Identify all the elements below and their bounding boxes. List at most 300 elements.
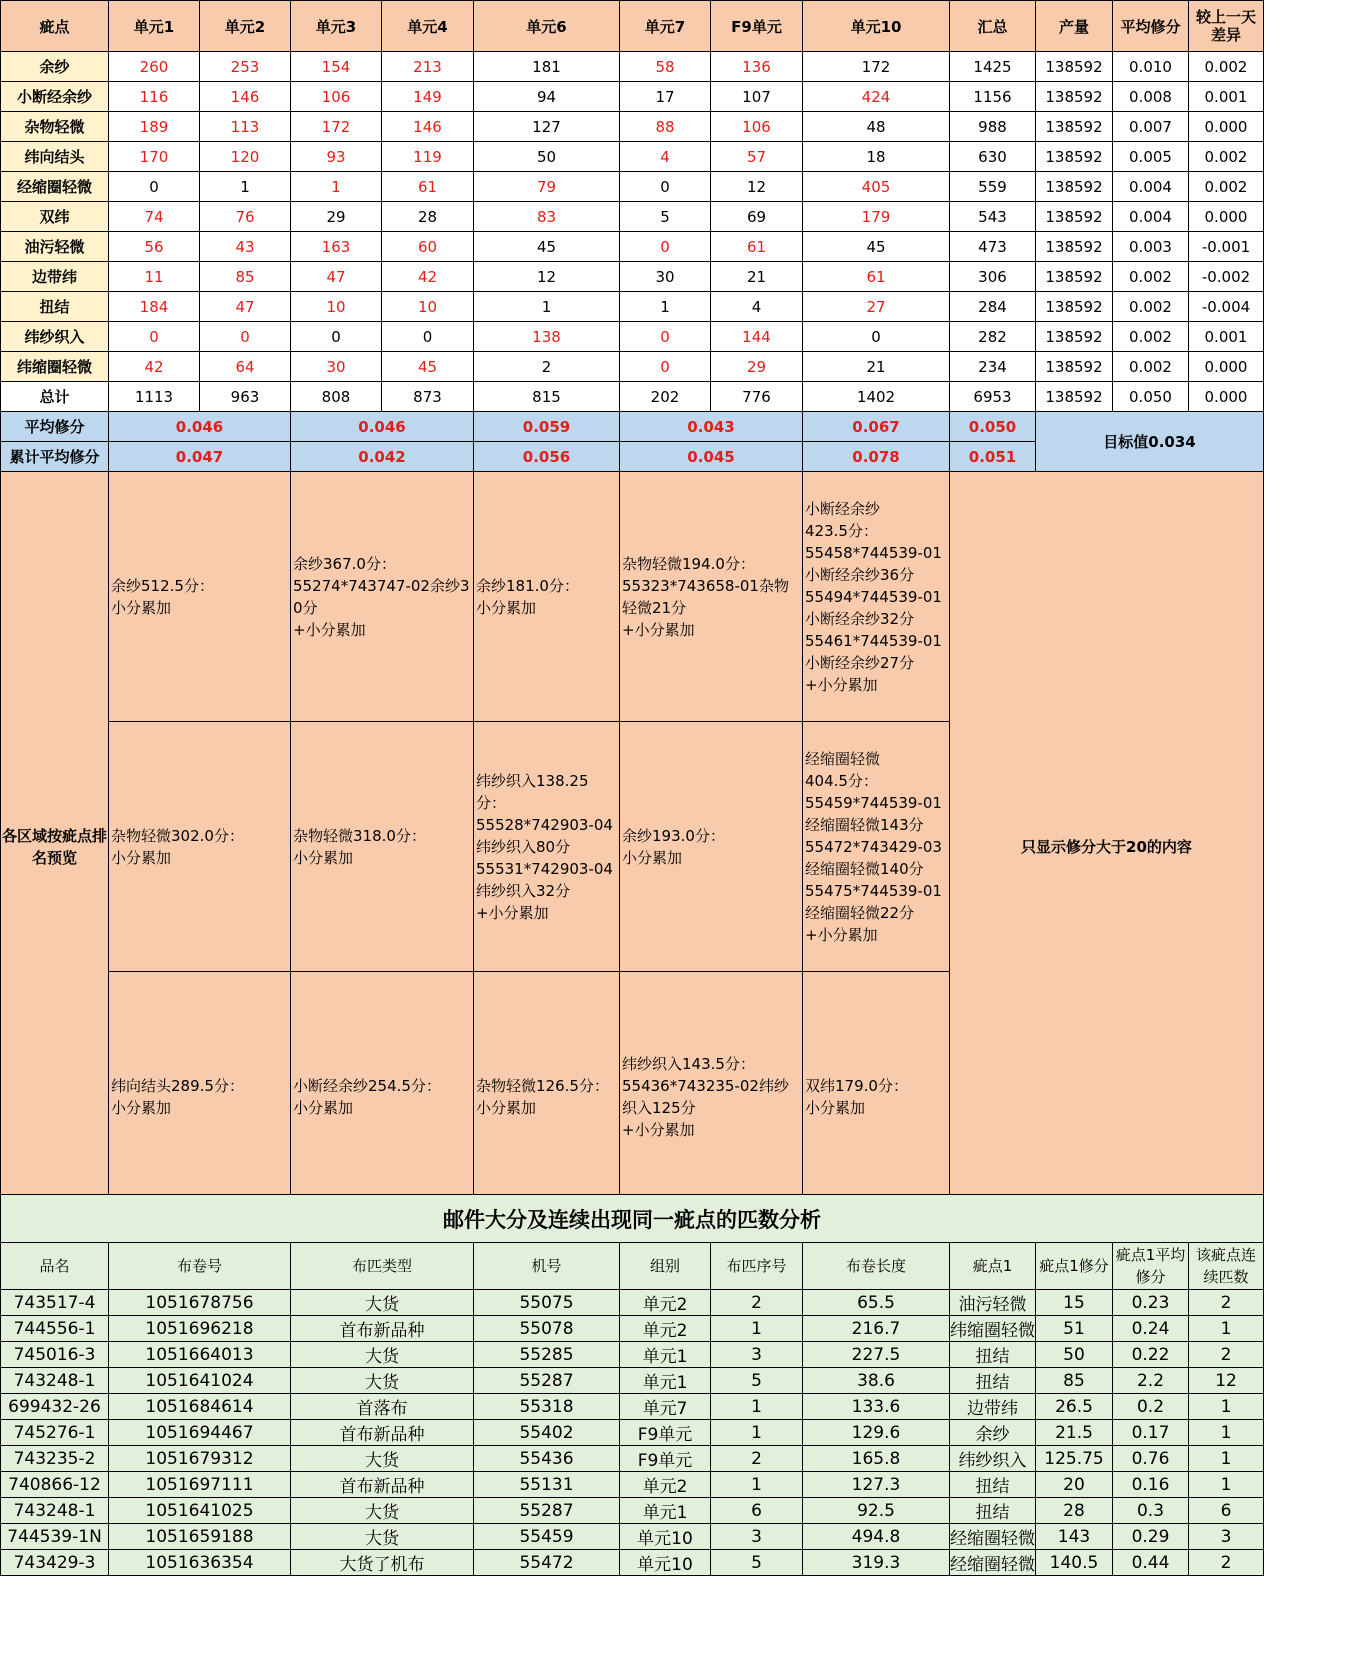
summary-value: 107 xyxy=(711,82,803,112)
analysis-cell: 6 xyxy=(1189,1498,1264,1524)
summary-value: 50 xyxy=(474,142,620,172)
analysis-cell: 0.76 xyxy=(1113,1446,1189,1472)
avg-value: 0.042 xyxy=(291,442,474,472)
summary-value: 21 xyxy=(711,262,803,292)
summary-value: 10 xyxy=(382,292,474,322)
analysis-cell: 55459 xyxy=(474,1524,620,1550)
summary-header-cell: 较上一天差异 xyxy=(1189,1,1264,52)
summary-value: 0.000 xyxy=(1189,112,1264,142)
summary-value: 74 xyxy=(109,202,200,232)
summary-value: 146 xyxy=(382,112,474,142)
analysis-cell: 大货 xyxy=(291,1446,474,1472)
analysis-cell: 0.2 xyxy=(1113,1394,1189,1420)
summary-value: 138 xyxy=(474,322,620,352)
analysis-cell: 15 xyxy=(1036,1290,1113,1316)
summary-value: 56 xyxy=(109,232,200,262)
analysis-cell: 743235-2 xyxy=(1,1446,109,1472)
analysis-cell: 133.6 xyxy=(803,1394,950,1420)
summary-value: 30 xyxy=(291,352,382,382)
analysis-cell: 首布新品种 xyxy=(291,1472,474,1498)
summary-value: 0 xyxy=(109,322,200,352)
summary-value: 45 xyxy=(382,352,474,382)
analysis-cell: 0.3 xyxy=(1113,1498,1189,1524)
summary-value: -0.002 xyxy=(1189,262,1264,292)
preview-cell: 双纬179.0分： 小分累加 xyxy=(803,972,950,1222)
summary-value: 149 xyxy=(382,82,474,112)
defect-name: 扭结 xyxy=(1,292,109,322)
summary-value: 76 xyxy=(200,202,291,232)
summary-value: 94 xyxy=(474,82,620,112)
summary-value: 424 xyxy=(803,82,950,112)
analysis-row xyxy=(1,1550,1264,1576)
analysis-cell: 55436 xyxy=(474,1446,620,1472)
analysis-cell: 油污轻微 xyxy=(950,1290,1036,1316)
summary-value: 106 xyxy=(711,112,803,142)
summary-value: 172 xyxy=(291,112,382,142)
summary-value: -0.001 xyxy=(1189,232,1264,262)
avg-value: 0.056 xyxy=(474,442,620,472)
summary-value: 181 xyxy=(474,52,620,82)
summary-value: 21 xyxy=(803,352,950,382)
preview-cell: 杂物轻微194.0分： 55323*743658-01杂物轻微21分 +小分累加 xyxy=(620,472,803,722)
analysis-cell: 216.7 xyxy=(803,1316,950,1342)
summary-header-cell: 单元1 xyxy=(109,1,200,52)
summary-value: 83 xyxy=(474,202,620,232)
summary-value: 1 xyxy=(474,292,620,322)
summary-value: 284 xyxy=(950,292,1036,322)
analysis-cell: 2 xyxy=(711,1446,803,1472)
summary-value: 17 xyxy=(620,82,711,112)
summary-value: 0.003 xyxy=(1113,232,1189,262)
analysis-cell: 21.5 xyxy=(1036,1420,1113,1446)
summary-value: 1 xyxy=(291,172,382,202)
analysis-cell: 55472 xyxy=(474,1550,620,1576)
analysis-row xyxy=(1,1524,1264,1550)
analysis-title-row xyxy=(1,1195,1264,1243)
analysis-cell: 5 xyxy=(711,1368,803,1394)
summary-value: 808 xyxy=(291,382,382,412)
summary-value: 119 xyxy=(382,142,474,172)
summary-value: 138592 xyxy=(1036,202,1113,232)
analysis-cell: 12 xyxy=(1189,1368,1264,1394)
analysis-cell: 744556-1 xyxy=(1,1316,109,1342)
summary-value: 138592 xyxy=(1036,82,1113,112)
defect-name: 纬纱织入 xyxy=(1,322,109,352)
summary-value: 138592 xyxy=(1036,172,1113,202)
summary-value: 12 xyxy=(711,172,803,202)
analysis-cell: 55287 xyxy=(474,1498,620,1524)
analysis-cell: 单元1 xyxy=(620,1368,711,1394)
analysis-cell: 92.5 xyxy=(803,1498,950,1524)
analysis-cell: 大货 xyxy=(291,1498,474,1524)
preview-cell: 余纱181.0分： 小分累加 xyxy=(474,472,620,722)
analysis-cell: 扭结 xyxy=(950,1472,1036,1498)
analysis-cell: 1 xyxy=(711,1394,803,1420)
summary-value: 0.002 xyxy=(1113,262,1189,292)
analysis-cell: 1 xyxy=(711,1420,803,1446)
preview-cell: 杂物轻微302.0分： 小分累加 xyxy=(109,722,291,972)
analysis-cell: 1 xyxy=(711,1472,803,1498)
analysis-cell: 1 xyxy=(711,1316,803,1342)
summary-row xyxy=(1,322,1264,352)
summary-header-cell: F9单元 xyxy=(711,1,803,52)
summary-row xyxy=(1,202,1264,232)
summary-value: 42 xyxy=(382,262,474,292)
analysis-cell: 743248-1 xyxy=(1,1498,109,1524)
summary-value: 0.002 xyxy=(1113,292,1189,322)
summary-value: 47 xyxy=(200,292,291,322)
analysis-cell: 1051636354 xyxy=(109,1550,291,1576)
analysis-cell: 边带纬 xyxy=(950,1394,1036,1420)
avg-value: 0.059 xyxy=(474,412,620,442)
analysis-header-cell: 布卷长度 xyxy=(803,1243,950,1290)
summary-header-cell: 疵点 xyxy=(1,1,109,52)
avg-value: 0.045 xyxy=(620,442,803,472)
summary-value: 0.001 xyxy=(1189,322,1264,352)
summary-row xyxy=(1,172,1264,202)
summary-value: 0 xyxy=(620,172,711,202)
analysis-cell: 0.17 xyxy=(1113,1420,1189,1446)
analysis-row xyxy=(1,1394,1264,1420)
preview-cell: 杂物轻微126.5分： 小分累加 xyxy=(474,972,620,1222)
analysis-cell: 单元7 xyxy=(620,1394,711,1420)
analysis-cell: 1051697111 xyxy=(109,1472,291,1498)
defect-name: 杂物轻微 xyxy=(1,112,109,142)
summary-value: 1 xyxy=(200,172,291,202)
analysis-cell: 55131 xyxy=(474,1472,620,1498)
summary-header-cell: 单元2 xyxy=(200,1,291,52)
summary-value: 543 xyxy=(950,202,1036,232)
analysis-header-cell: 该疵点连续匹数 xyxy=(1189,1243,1264,1290)
analysis-cell: 745016-3 xyxy=(1,1342,109,1368)
summary-value: 0.002 xyxy=(1189,142,1264,172)
analysis-cell: 单元10 xyxy=(620,1550,711,1576)
summary-value: 0.001 xyxy=(1189,82,1264,112)
summary-value: 93 xyxy=(291,142,382,172)
summary-value: 559 xyxy=(950,172,1036,202)
analysis-cell: 38.6 xyxy=(803,1368,950,1394)
analysis-cell: 0.44 xyxy=(1113,1550,1189,1576)
summary-value: 776 xyxy=(711,382,803,412)
analysis-cell: 余纱 xyxy=(950,1420,1036,1446)
analysis-row xyxy=(1,1290,1264,1316)
summary-value: 2 xyxy=(474,352,620,382)
summary-value: 0.004 xyxy=(1113,172,1189,202)
analysis-cell: 743248-1 xyxy=(1,1368,109,1394)
summary-value: 27 xyxy=(803,292,950,322)
analysis-cell: 0.24 xyxy=(1113,1316,1189,1342)
summary-value: 0.000 xyxy=(1189,382,1264,412)
analysis-cell: 745276-1 xyxy=(1,1420,109,1446)
analysis-cell: 1 xyxy=(1189,1316,1264,1342)
summary-value: 0.008 xyxy=(1113,82,1189,112)
summary-row xyxy=(1,352,1264,382)
analysis-cell: 744539-1N xyxy=(1,1524,109,1550)
summary-value: 47 xyxy=(291,262,382,292)
analysis-cell: 20 xyxy=(1036,1472,1113,1498)
summary-value: 0 xyxy=(200,322,291,352)
summary-value: -0.004 xyxy=(1189,292,1264,322)
analysis-cell: 0.29 xyxy=(1113,1524,1189,1550)
avg-value: 0.078 xyxy=(803,442,950,472)
analysis-header-cell: 疵点1修分 xyxy=(1036,1243,1113,1290)
analysis-cell: 1051678756 xyxy=(109,1290,291,1316)
analysis-cell: 0.22 xyxy=(1113,1342,1189,1368)
analysis-cell: 3 xyxy=(711,1524,803,1550)
summary-row xyxy=(1,82,1264,112)
preview-note: 只显示修分大于20的内容 xyxy=(950,472,1264,1222)
analysis-cell: 5 xyxy=(711,1550,803,1576)
analysis-header-cell: 疵点1 xyxy=(950,1243,1036,1290)
summary-value: 138592 xyxy=(1036,382,1113,412)
summary-value: 0 xyxy=(803,322,950,352)
avg-value: 0.051 xyxy=(950,442,1036,472)
summary-header-cell: 产量 xyxy=(1036,1,1113,52)
summary-value: 138592 xyxy=(1036,292,1113,322)
summary-header-cell: 汇总 xyxy=(950,1,1036,52)
analysis-cell: 1051684614 xyxy=(109,1394,291,1420)
analysis-header-cell: 组别 xyxy=(620,1243,711,1290)
analysis-header-row xyxy=(1,1243,1264,1290)
analysis-cell: 65.5 xyxy=(803,1290,950,1316)
analysis-row xyxy=(1,1498,1264,1524)
summary-value: 42 xyxy=(109,352,200,382)
summary-value: 0.000 xyxy=(1189,202,1264,232)
analysis-cell: 2 xyxy=(1189,1550,1264,1576)
summary-value: 116 xyxy=(109,82,200,112)
summary-value: 473 xyxy=(950,232,1036,262)
analysis-cell: 首布新品种 xyxy=(291,1420,474,1446)
analysis-header-cell: 布匹类型 xyxy=(291,1243,474,1290)
analysis-cell: 1051696218 xyxy=(109,1316,291,1342)
summary-value: 138592 xyxy=(1036,112,1113,142)
summary-value: 6953 xyxy=(950,382,1036,412)
summary-value: 11 xyxy=(109,262,200,292)
summary-value: 213 xyxy=(382,52,474,82)
preview-cell: 经缩圈轻微 404.5分： 55459*744539-01经缩圈轻微143分 55472*743429-03经缩圈轻微140分 55475*744539-01经缩圈轻微22分 +小分累加 xyxy=(803,722,950,972)
summary-value: 163 xyxy=(291,232,382,262)
summary-row xyxy=(1,262,1264,292)
summary-value: 988 xyxy=(950,112,1036,142)
analysis-cell: 0.23 xyxy=(1113,1290,1189,1316)
analysis-cell: 125.75 xyxy=(1036,1446,1113,1472)
analysis-cell: 140.5 xyxy=(1036,1550,1113,1576)
summary-value: 12 xyxy=(474,262,620,292)
analysis-cell: 单元2 xyxy=(620,1316,711,1342)
summary-value: 138592 xyxy=(1036,322,1113,352)
summary-value: 64 xyxy=(200,352,291,382)
summary-value: 85 xyxy=(200,262,291,292)
summary-header-cell: 单元10 xyxy=(803,1,950,52)
analysis-table xyxy=(0,1194,1264,1576)
analysis-row xyxy=(1,1420,1264,1446)
summary-value: 179 xyxy=(803,202,950,232)
analysis-cell: 首布新品种 xyxy=(291,1316,474,1342)
summary-value: 29 xyxy=(291,202,382,232)
analysis-cell: 经缩圈轻微 xyxy=(950,1524,1036,1550)
summary-header-row xyxy=(1,1,1264,52)
analysis-cell: 1051664013 xyxy=(109,1342,291,1368)
defect-name: 油污轻微 xyxy=(1,232,109,262)
summary-value: 48 xyxy=(803,112,950,142)
analysis-cell: 单元1 xyxy=(620,1498,711,1524)
summary-value: 172 xyxy=(803,52,950,82)
analysis-cell: 227.5 xyxy=(803,1342,950,1368)
analysis-cell: 1 xyxy=(1189,1472,1264,1498)
summary-value: 144 xyxy=(711,322,803,352)
summary-value: 306 xyxy=(950,262,1036,292)
analysis-cell: 1051679312 xyxy=(109,1446,291,1472)
analysis-cell: 1051694467 xyxy=(109,1420,291,1446)
preview-cell: 杂物轻微318.0分： 小分累加 xyxy=(291,722,474,972)
summary-value: 282 xyxy=(950,322,1036,352)
avg-value: 0.067 xyxy=(803,412,950,442)
analysis-cell: 743517-4 xyxy=(1,1290,109,1316)
preview-row xyxy=(1,472,1264,722)
analysis-cell: 1 xyxy=(1189,1420,1264,1446)
summary-value: 106 xyxy=(291,82,382,112)
summary-value: 0.000 xyxy=(1189,352,1264,382)
analysis-cell: 26.5 xyxy=(1036,1394,1113,1420)
analysis-cell: 大货了机布 xyxy=(291,1550,474,1576)
analysis-cell: 扭结 xyxy=(950,1342,1036,1368)
summary-value: 154 xyxy=(291,52,382,82)
avg-value: 0.043 xyxy=(620,412,803,442)
summary-value: 138592 xyxy=(1036,232,1113,262)
summary-row xyxy=(1,112,1264,142)
summary-value: 0.002 xyxy=(1189,52,1264,82)
analysis-cell: 纬纱织入 xyxy=(950,1446,1036,1472)
analysis-row xyxy=(1,1472,1264,1498)
analysis-cell: 743429-3 xyxy=(1,1550,109,1576)
summary-value: 146 xyxy=(200,82,291,112)
analysis-cell: 55287 xyxy=(474,1368,620,1394)
summary-value: 253 xyxy=(200,52,291,82)
analysis-cell: 740866-12 xyxy=(1,1472,109,1498)
summary-value: 69 xyxy=(711,202,803,232)
avg-label: 累计平均修分 xyxy=(1,442,109,472)
analysis-cell: 1051641024 xyxy=(109,1368,291,1394)
avg_values-row xyxy=(1,412,1264,442)
summary-value: 189 xyxy=(109,112,200,142)
defect-name: 小断经余纱 xyxy=(1,82,109,112)
preview-cell: 余纱367.0分： 55274*743747-02余纱30分 +小分累加 xyxy=(291,472,474,722)
analysis-cell: 扭结 xyxy=(950,1498,1036,1524)
analysis-cell: 494.8 xyxy=(803,1524,950,1550)
summary-value: 30 xyxy=(620,262,711,292)
summary-header-cell: 平均修分 xyxy=(1113,1,1189,52)
analysis-cell: 2 xyxy=(1189,1342,1264,1368)
summary-value: 138592 xyxy=(1036,352,1113,382)
summary-value: 963 xyxy=(200,382,291,412)
analysis-cell: F9单元 xyxy=(620,1420,711,1446)
analysis-title: 邮件大分及连续出现同一疵点的匹数分析 xyxy=(1,1195,1264,1243)
summary-value: 58 xyxy=(620,52,711,82)
analysis-cell: 1 xyxy=(1189,1446,1264,1472)
summary-value: 45 xyxy=(803,232,950,262)
summary-value: 45 xyxy=(474,232,620,262)
defect-name: 双纬 xyxy=(1,202,109,232)
analysis-cell: 大货 xyxy=(291,1368,474,1394)
summary-header-cell: 单元7 xyxy=(620,1,711,52)
summary-value: 61 xyxy=(711,232,803,262)
avg-value: 0.046 xyxy=(109,412,291,442)
analysis-cell: 单元10 xyxy=(620,1524,711,1550)
analysis-cell: 28 xyxy=(1036,1498,1113,1524)
analysis-cell: 大货 xyxy=(291,1342,474,1368)
summary-row xyxy=(1,232,1264,262)
analysis-cell: 6 xyxy=(711,1498,803,1524)
summary-value: 88 xyxy=(620,112,711,142)
summary-value: 0.010 xyxy=(1113,52,1189,82)
summary-value: 0 xyxy=(109,172,200,202)
preview-cell: 余纱512.5分： 小分累加 xyxy=(109,472,291,722)
summary-value: 873 xyxy=(382,382,474,412)
analysis-cell: 129.6 xyxy=(803,1420,950,1446)
analysis-cell: 单元2 xyxy=(620,1472,711,1498)
summary-value: 138592 xyxy=(1036,262,1113,292)
analysis-cell: 2 xyxy=(711,1290,803,1316)
avg-value: 0.050 xyxy=(950,412,1036,442)
analysis-row xyxy=(1,1316,1264,1342)
defect-name: 边带纬 xyxy=(1,262,109,292)
preview-label: 各区域按疵点排名预览 xyxy=(1,472,109,1222)
summary-row xyxy=(1,52,1264,82)
summary-value: 1113 xyxy=(109,382,200,412)
avg-label: 平均修分 xyxy=(1,412,109,442)
analysis-cell: 55402 xyxy=(474,1420,620,1446)
summary-value: 10 xyxy=(291,292,382,322)
analysis-cell: 大货 xyxy=(291,1290,474,1316)
analysis-cell: 单元1 xyxy=(620,1342,711,1368)
summary-value: 0 xyxy=(620,232,711,262)
summary-value: 138592 xyxy=(1036,52,1113,82)
analysis-cell: 127.3 xyxy=(803,1472,950,1498)
summary-value: 61 xyxy=(382,172,474,202)
summary-row xyxy=(1,142,1264,172)
summary-value: 136 xyxy=(711,52,803,82)
analysis-cell: 经缩圈轻微 xyxy=(950,1550,1036,1576)
analysis-header-cell: 布卷号 xyxy=(109,1243,291,1290)
defect-name: 余纱 xyxy=(1,52,109,82)
analysis-cell: 1 xyxy=(1189,1394,1264,1420)
summary-value: 18 xyxy=(803,142,950,172)
analysis-header-cell: 品名 xyxy=(1,1243,109,1290)
analysis-cell: 0.16 xyxy=(1113,1472,1189,1498)
preview-cell: 纬纱织入138.25分： 55528*742903-04纬纱织入80分 55531*742903-04纬纱织入32分 +小分累加 xyxy=(474,722,620,972)
analysis-cell: 纬缩圈轻微 xyxy=(950,1316,1036,1342)
summary-value: 405 xyxy=(803,172,950,202)
analysis-cell: 51 xyxy=(1036,1316,1113,1342)
analysis-cell: 50 xyxy=(1036,1342,1113,1368)
summary-value: 0 xyxy=(382,322,474,352)
avg-value: 0.046 xyxy=(291,412,474,442)
summary-value: 61 xyxy=(803,262,950,292)
analysis-cell: 143 xyxy=(1036,1524,1113,1550)
preview-cell: 纬向结头289.5分： 小分累加 xyxy=(109,972,291,1222)
analysis-cell: 2 xyxy=(1189,1290,1264,1316)
preview-cell: 小断经余纱254.5分： 小分累加 xyxy=(291,972,474,1222)
defect-name: 经缩圈轻微 xyxy=(1,172,109,202)
summary-value: 234 xyxy=(950,352,1036,382)
defect-name: 纬向结头 xyxy=(1,142,109,172)
preview-cell: 余纱193.0分： 小分累加 xyxy=(620,722,803,972)
analysis-cell: 1051659188 xyxy=(109,1524,291,1550)
preview-cell: 小断经余纱 423.5分： 55458*744539-01小断经余纱36分 55494*744539-01小断经余纱32分 55461*744539-01小断经余纱27分 +小分累加 xyxy=(803,472,950,722)
avg-value: 0.047 xyxy=(109,442,291,472)
summary-value: 29 xyxy=(711,352,803,382)
summary-value: 79 xyxy=(474,172,620,202)
